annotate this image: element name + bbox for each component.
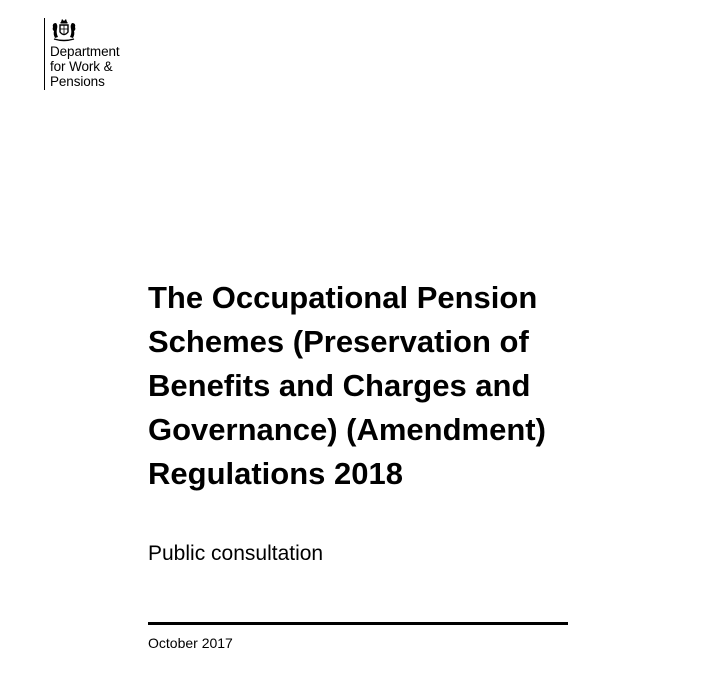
title-line: Benefits and Charges and — [148, 368, 531, 403]
title-line: Schemes (Preservation of — [148, 324, 529, 359]
divider — [148, 622, 568, 625]
document-title — [148, 276, 668, 496]
org-name — [50, 44, 120, 89]
publication-date: October 2017 — [148, 635, 233, 651]
org-name-line: Pensions — [50, 74, 105, 89]
org-name-line: Department — [50, 44, 120, 59]
title-line: The Occupational Pension — [148, 280, 538, 315]
royal-coat-of-arms-icon — [50, 18, 78, 42]
title-line: Regulations 2018 — [148, 456, 403, 491]
document-subtitle: Public consultation — [148, 542, 324, 565]
title-line: Governance) (Amendment) — [148, 412, 546, 447]
org-name-line: for Work & — [50, 59, 113, 74]
dwp-logo — [44, 18, 120, 90]
